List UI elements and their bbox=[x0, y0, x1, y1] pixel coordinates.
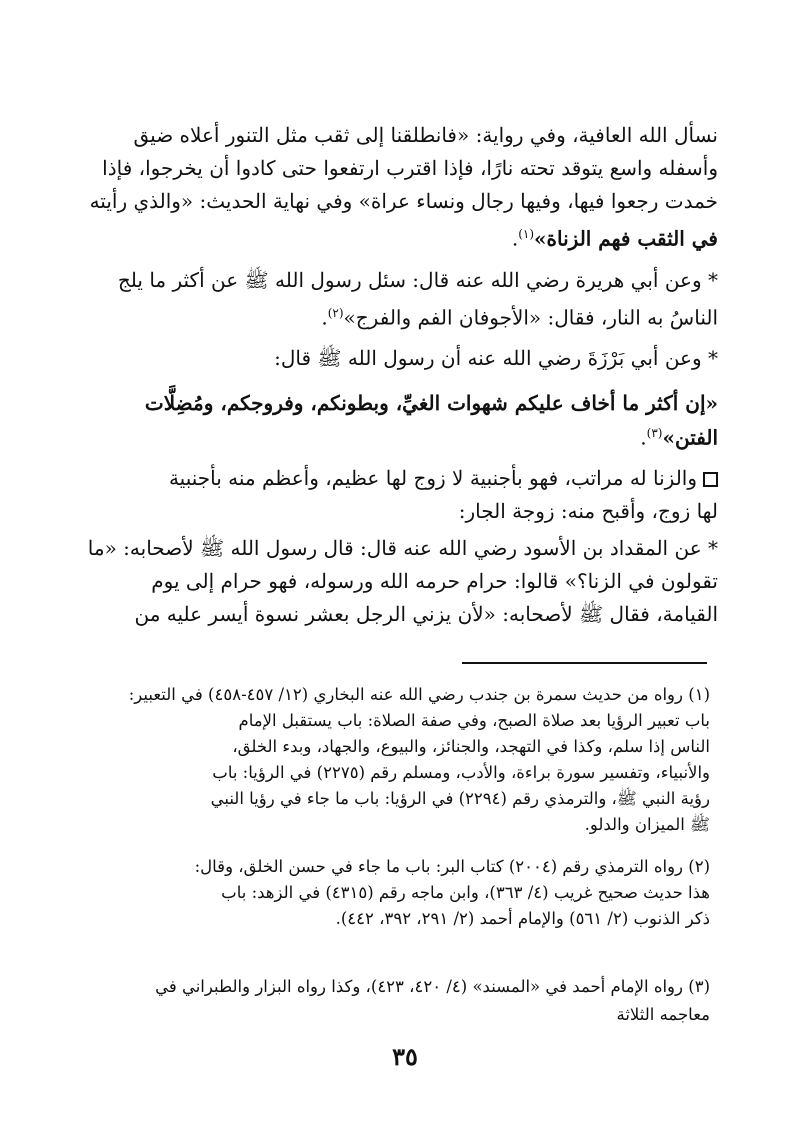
body-line: * وعن أبي هريرة رضي الله عنه قال: سئل رسول الله ﷺ عن أكثر ما يلج bbox=[117, 268, 718, 292]
hadith-quote: في الثقب فهم الزناة» bbox=[534, 226, 718, 251]
body-line: في الثقب فهم الزناة»$^{(١)}$. bbox=[511, 226, 718, 251]
checkbox-icon bbox=[703, 472, 718, 487]
footnote-line: باب تعبير الرؤيا بعد صلاة الصبح، وفي صفة الصلاة: باب يستقبل الإمام bbox=[238, 711, 710, 730]
body-text: والزنا له مراتب، فهو بأجنبية لا زوج لها عظيم، وأعظم منه بأجنبية bbox=[168, 466, 697, 490]
footnote-line: هذا حديث صحيح غريب (٤/ ٣٦٣)، وابن ماجه رقم (٤٣١٥) في الزهد: باب bbox=[221, 883, 710, 902]
footnote-mark: (١) bbox=[518, 227, 535, 241]
hadith-quote: الفتن» bbox=[662, 425, 718, 450]
body-line bbox=[98, 465, 718, 491]
footnote-separator bbox=[462, 662, 707, 664]
body-line: الناسُ به النار، فقال: «الأجوفان الفم والفرج»$^{(٢)}$. bbox=[321, 305, 718, 330]
body-line: لها زوج، وأقبح منه: زوجة الجار: bbox=[458, 499, 718, 523]
footnote-mark: (٢) bbox=[327, 306, 344, 320]
footnote-line: والأنبياء، وتفسير سورة براءة، والأدب، ومسلم رقم (٢٢٧٥) في الرؤيا: باب bbox=[212, 763, 710, 782]
footnote-line: (٣) رواه الإمام أحمد في «المسند» (٤/ ٤٢٠، ٤٢٣)، وكذا رواه البزار والطبراني في bbox=[155, 977, 710, 996]
body-line: القيامة، فقال ﷺ لأصحابه: «لأن يزني الرجل بعشر نسوة أيسر عليه من bbox=[134, 602, 718, 626]
footnote-line: (٢) رواه الترمذي رقم (٢٠٠٤) كتاب البر: باب ما جاء في حسن الخلق، وقال: bbox=[194, 857, 710, 876]
body-line: وأسفله واسع يتوقد تحته نارًا، فإذا اقترب ارتفعوا حتى كادوا أن يخرجوا، فإذا bbox=[102, 156, 718, 180]
body-line: الفتن»$^{(٣)}$. bbox=[640, 425, 718, 450]
footnote-line: معاجمه الثلاثة bbox=[616, 1005, 710, 1024]
body-line: نسأل الله العافية، وفي رواية: «فانطلقنا إلى ثقب مثل التنور أعلاه ضيق bbox=[133, 123, 718, 147]
footnote-line: (١) رواه من حديث سمرة بن جندب رضي الله عنه البخاري (١٢/ ٤٥٧-٤٥٨) في التعبير: bbox=[128, 685, 710, 704]
hadith-quote: «إن أكثر ما أخاف عليكم شهوات الغيِّ، وبطونكم، وفروجكم، ومُضِلَّات bbox=[144, 391, 718, 415]
body-line: * عن المقداد بن الأسود رضي الله عنه قال: قال رسول الله ﷺ لأصحابه: «ما bbox=[87, 536, 718, 560]
body-line: خمدت رجعوا فيها، وفيها رجال ونساء عراة» وفي نهاية الحديث: «والذي رأيته bbox=[89, 189, 718, 213]
body-text: الناسُ به النار، فقال: «الأجوفان الفم والفرج» bbox=[343, 305, 718, 330]
footnote-line: رؤية النبي ﷺ، والترمذي رقم (٢٢٩٤) في الرؤيا: باب ما جاء في رؤيا النبي bbox=[210, 789, 710, 808]
footnote-line: الناس إذا سلم، وكذا في التهجد، والجنائز، والبيوع، والجهاد، وبدء الخلق، bbox=[232, 737, 710, 756]
body-line: تقولون في الزنا؟» قالوا: حرام حرمه الله ورسوله، فهو حرام إلى يوم bbox=[151, 569, 718, 593]
footnote-line: ذكر الذنوب (٢/ ٥٦١) والإمام أحمد (٢/ ٢٩١، ٣٩٢، ٤٤٢). bbox=[335, 909, 710, 928]
body-line: * وعن أبي بَرْزَةَ رضي الله عنه أن رسول الله ﷺ قال: bbox=[274, 346, 718, 370]
footnote-line: ﷺ الميزان والدلو. bbox=[584, 815, 710, 834]
footnote-mark: (٣) bbox=[646, 426, 663, 440]
page-number: ٣٥ bbox=[392, 1042, 418, 1071]
